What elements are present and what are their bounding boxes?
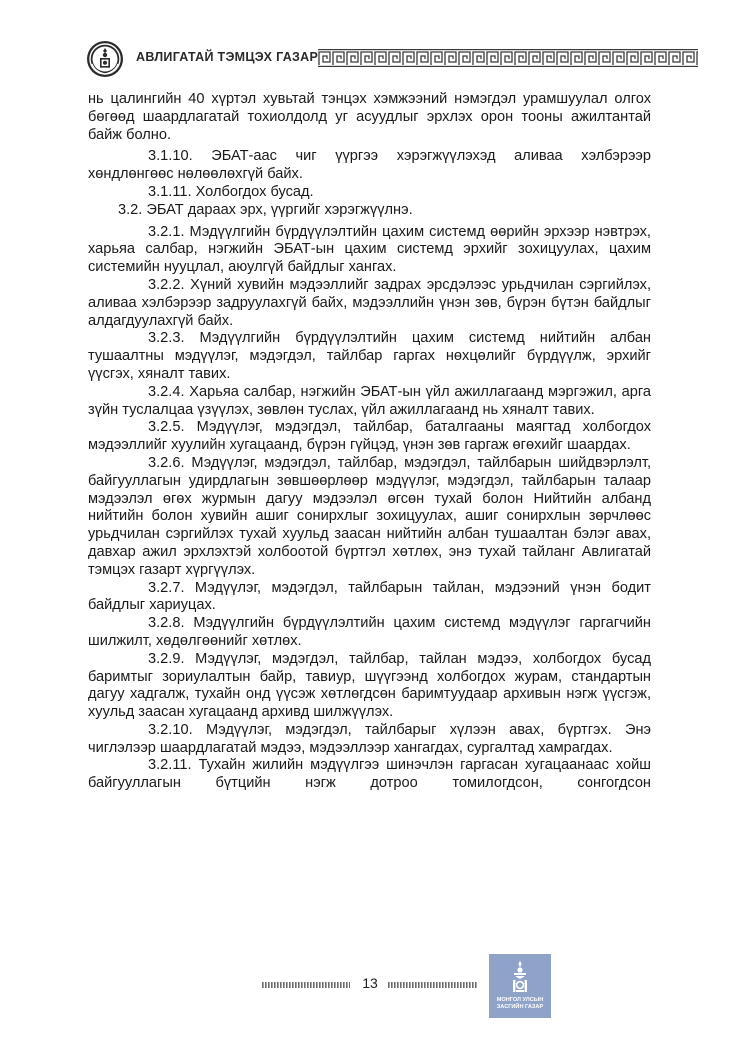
paragraph: 3.2.3. Мэдүүлгийн бүрдүүлэлтийн цахим системд нийтийн албан тушаалтны мэдүүлэг, мэдэгдэл, тайлбар гаргах нөхцөлийг бүрдүүлж, эрхийг үүсгэх, хяналт тавих. [88,330,651,382]
page-footer [0,960,739,1038]
paragraph: 3.2.1. Мэдүүлгийн бүрдүүлэлтийн цахим системд өөрийн эрхээр нэвтрэх, харьяа салбар, нэгжийн ЭБАТ-ын цахим системд эрхийг зохицуулах, цахим системийн нууцлал, аюулгүй байдлыг хангах. [88,223,651,276]
paragraph: 3.2.6. Мэдүүлэг, мэдэгдэл, тайлбар, мэдэгдэл, тайлбарын шийдвэрлэлт, байгууллагын удирдлагын зөвшөөрлөөр мэдүүлэг, мэдэгдэл, тайлбарын талаар мэдээлэл өгөх журмын дагуу мэдээлэл өгсөн тухай болон Нийтийн албанд нийтийн болон хувийн ашиг сонирхлыг зохицуулах, ашиг сонирхлын зөрчлөөс урьдчилан сэргийлэх тухай хуульд заасан нийтийн албан тушаалтан бэлэг авах, давхар ажил эрхлэхтэй холбоотой бүртгэл хөтлөх, энэ тухай тайланг Авлигатай тэмцэх газарт хүргүүлэх. [88,454,651,578]
paragraph: 3.2.9. Мэдүүлэг, мэдэгдэл, тайлбар, тайлан мэдээ, холбогдох бусад баримтыг зориулалтын байр, тавиур, шүүгээнд холбогдох журам, стандартын дагуу хадгалж, тухайн онд үүсэж хөтлөгдсөн баримтуудаар архивын нэгж үүсгэж, хуульд заасан хугацаанд архивд шилжүүлэх. [88,650,651,721]
paragraph: нь цалингийн 40 хүртэл хувьтай тэнцэх хэмжээний нэмэгдэл урамшуулал олгох бөгөөд шаардлагатай тохиолдолд уг асуудлыг эрхлэх орон тооны ажилтантай байж болно. [88,91,651,143]
state-emblem-icon [86,40,124,78]
government-logo [489,954,551,1018]
organization-name: АВЛИГАТАЙ ТЭМЦЭХ ГАЗАР [136,50,319,64]
government-soyombo-icon [506,960,534,996]
paragraph: 3.2.11. Тухайн жилийн мэдүүлгээ шинэчлэн гаргасан хугацаанаас хойш байгууллагын бүтцийн нэгж дотроо томилогдсон, сонгогдсон [88,757,651,792]
footer-rule-left [262,982,350,988]
document-body [88,91,651,793]
gov-logo-line-1: МОНГОЛ УЛСЫН [496,997,544,1003]
paragraph: 3.2. ЭБАТ дараах эрх, үүргийг хэрэгжүүлнэ. [118,201,413,218]
paragraph: 3.2.7. Мэдүүлэг, мэдэгдэл, тайлбарын тайлан, мэдээний үнэн бодит байдлыг хариуцах. [88,579,651,614]
footer-rule-right [388,982,478,988]
page-number: 13 [362,975,378,991]
paragraph: 3.2.4. Харьяа салбар, нэгжийн ЭБАТ-ын үйл ажиллагаанд мэргэжил, арга зүйн туслалцаа үзүүлэх, зөвлөн туслах, үйл ажиллагаанд нь хяналт тавих. [88,383,651,418]
paragraph: 3.2.10. Мэдүүлэг, мэдэгдэл, тайлбарыг хүлээн авах, бүртгэх. Энэ чиглэлээр шаардлагатай мэдээ, мэдээллээр хангагдах, сургалтад хамрагдах. [88,721,651,756]
government-logo-text [489,997,551,1011]
paragraph: 3.2.2. Хүний хувийн мэдээллийг задрах эрсдэлээс урьдчилан сэргийлэх, аливаа хэлбэрээр задруулахгүй байх, мэдээллийн үнэн зөв, бүрэн бүтэн байдлыг алдагдуулахгүй байх. [88,276,651,329]
paragraph: 3.1.11. Холбогдох бусад. [148,183,314,200]
paragraph: 3.1.10. ЭБАТ-аас чиг үүргээ хэрэгжүүлэхэд аливаа хэлбэрээр хөндлөнгөөс нөлөөлөхгүй байх. [88,148,651,183]
mongolian-key-pattern-ornament [318,49,698,67]
paragraph: 3.2.8. Мэдүүлгийн бүрдүүлэлтийн цахим системд мэдүүлэг гаргагчийн шилжилт, хөдөлгөөнийг хөтлөх. [88,615,651,649]
gov-logo-line-2: ЗАСГИЙН ГАЗАР [496,1004,544,1010]
paragraph: 3.2.5. Мэдүүлэг, мэдэгдэл, тайлбар, баталгааны маягтад холбогдох мэдээллийг хуулийн хугацаанд, бүрэн гүйцэд, үнэн зөв гаргаж өгөхийг шаардах. [88,419,651,454]
page-header [86,40,698,80]
